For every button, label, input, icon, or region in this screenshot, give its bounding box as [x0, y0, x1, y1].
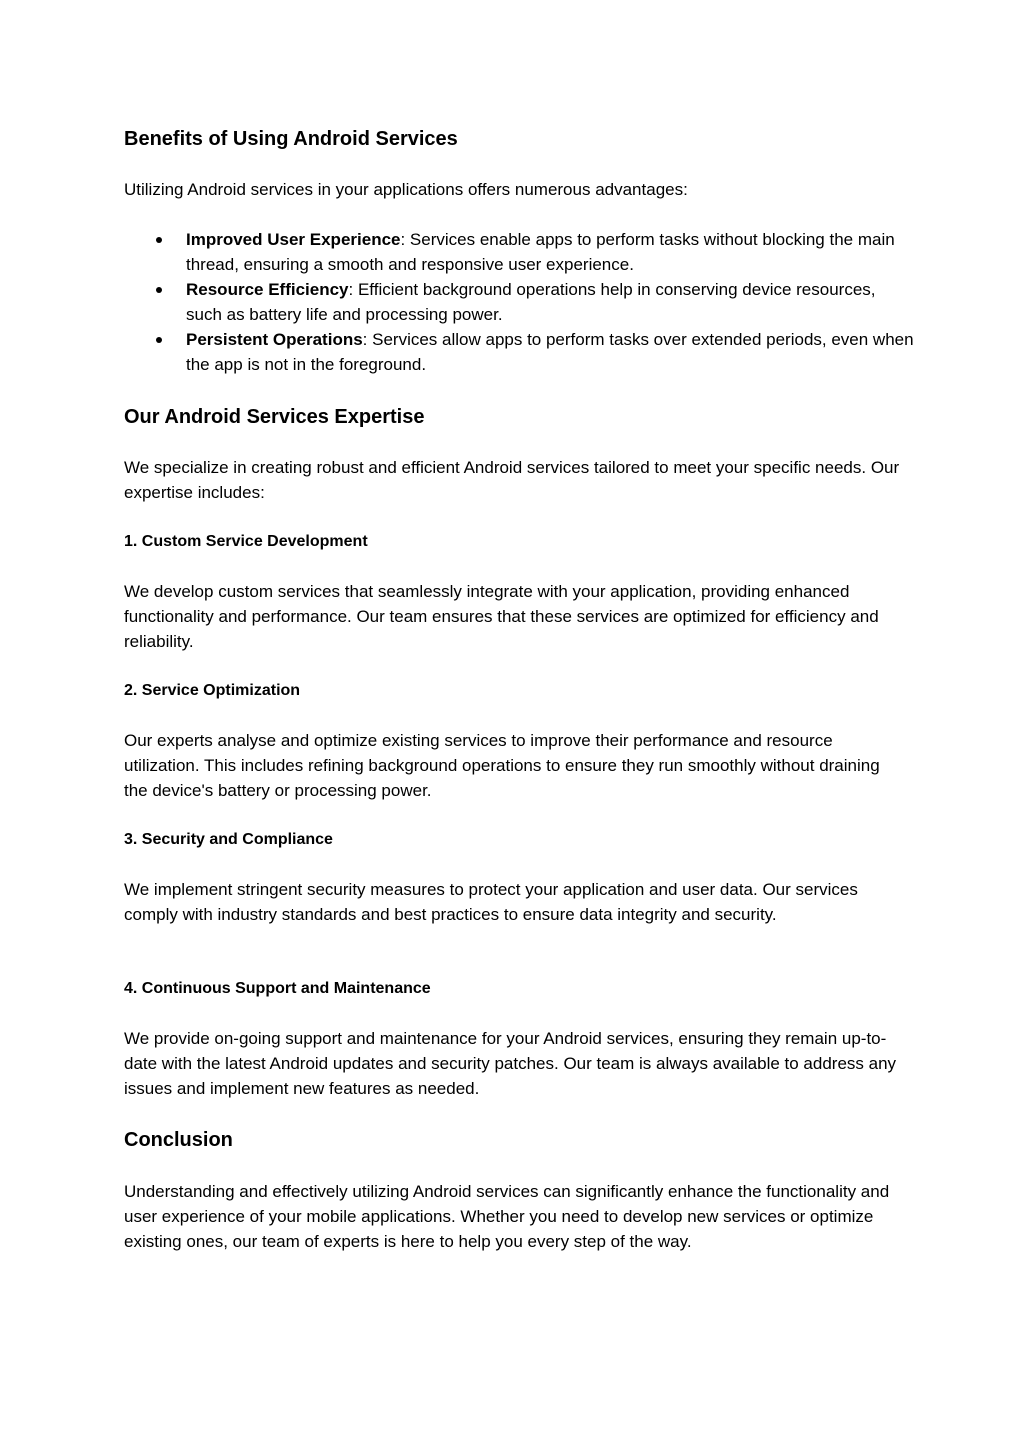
- bullet-icon: [156, 287, 162, 293]
- benefit-text: : Efficient background operations help in conserving device resources, such as battery life and processing power.: [186, 280, 876, 324]
- bullet-icon: [156, 337, 162, 343]
- expertise-intro: We specialize in creating robust and efficient Android services tailored to meet your specific needs. Our expertise includes:: [124, 458, 900, 502]
- list-item: [124, 327, 914, 377]
- expertise-heading: Our Android Services Expertise: [124, 406, 425, 428]
- benefits-intro: Utilizing Android services in your applications offers numerous advantages:: [124, 180, 688, 199]
- benefit-term: Persistent Operations: [186, 330, 363, 349]
- benefits-list: [124, 227, 914, 377]
- list-item: [124, 227, 914, 277]
- expertise-item-body: We implement stringent security measures to protect your application and user data. Our services comply with industry standards and best practices to ensure data integrity and security.: [124, 880, 858, 924]
- conclusion-heading: Conclusion: [124, 1129, 233, 1151]
- expertise-item-title: 3. Security and Compliance: [124, 831, 333, 848]
- conclusion-body: Understanding and effectively utilizing Android services can significantly enhance the functionality and user experience of your mobile applications. Whether you need to develop new services or optimize existing ones, our team of experts is here to help you every step of the way.: [124, 1182, 890, 1251]
- expertise-item-body: We develop custom services that seamlessly integrate with your application, providing enhanced functionality and performance. Our team ensures that these services are optimized for efficiency and reliability.: [124, 582, 879, 651]
- benefit-term: Resource Efficiency: [186, 280, 349, 299]
- benefit-text: : Services allow apps to perform tasks over extended periods, even when the app is not in the foreground.: [186, 330, 914, 374]
- bullet-icon: [156, 237, 162, 243]
- benefit-term: Improved User Experience: [186, 230, 401, 249]
- expertise-item-body: Our experts analyse and optimize existing services to improve their performance and resource utilization. This includes refining background operations to ensure they run smoothly without draining the device's battery or processing power.: [124, 731, 880, 800]
- expertise-item-title: 4. Continuous Support and Maintenance: [124, 980, 431, 997]
- expertise-item-title: 2. Service Optimization: [124, 682, 301, 699]
- list-item: [124, 277, 914, 327]
- expertise-item-body: We provide on-going support and maintenance for your Android services, ensuring they remain up-to-date with the latest Android updates and security patches. Our team is always available to address any issues and implement new features as needed.: [124, 1029, 897, 1098]
- benefit-text: : Services enable apps to perform tasks without blocking the main thread, ensuring a smooth and responsive user experience.: [186, 230, 895, 274]
- expertise-item-title: 1. Custom Service Development: [124, 533, 368, 550]
- benefits-heading: Benefits of Using Android Services: [124, 128, 458, 150]
